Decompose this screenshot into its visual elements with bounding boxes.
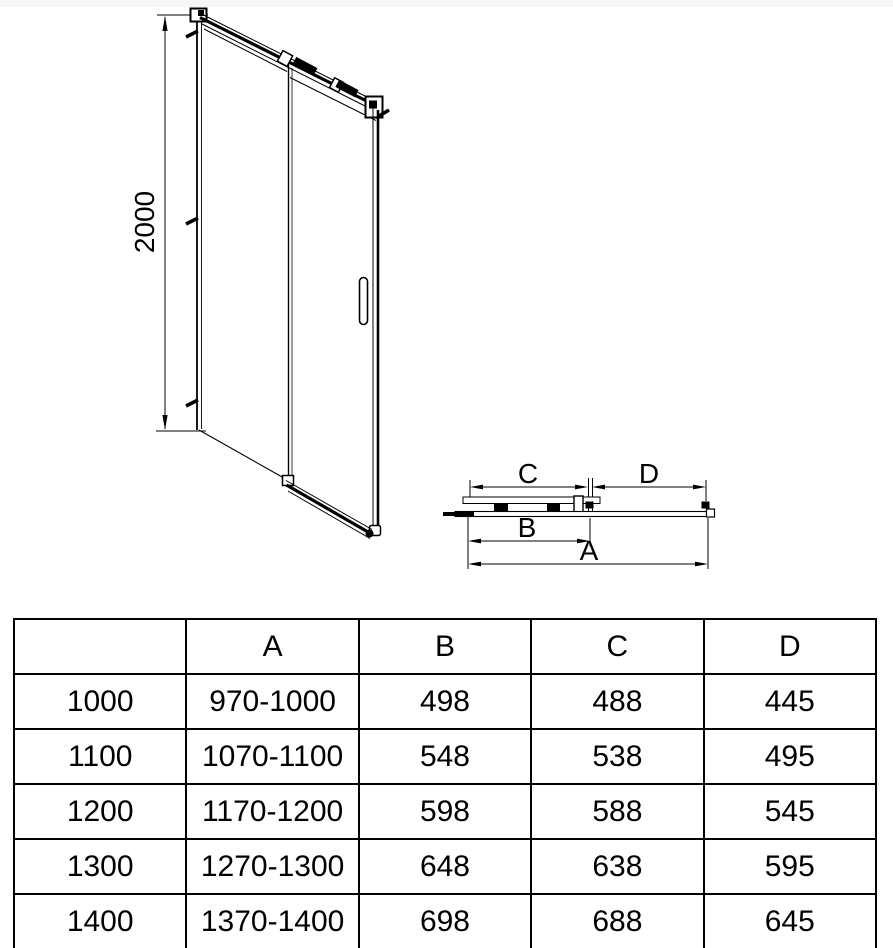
end-bracket (574, 496, 583, 514)
size-cell: 1200 (14, 784, 186, 839)
dim-b-label: B (517, 512, 537, 543)
arrow-left-icon (592, 485, 605, 490)
table-row (14, 784, 876, 839)
height-dimension-label: 2000 (129, 190, 160, 254)
plan-drawing (443, 496, 715, 517)
value-a-cell: 1070-1100 (186, 729, 358, 784)
size-column-header (14, 619, 186, 674)
value-b-cell: 648 (359, 839, 531, 894)
dim-a-label: A (579, 535, 599, 566)
value-b-cell: 548 (359, 729, 531, 784)
dim-b (468, 512, 590, 546)
door-handle (360, 278, 368, 325)
column-header-d: D (704, 619, 876, 674)
value-d-cell: 495 (704, 729, 876, 784)
value-c-cell: 688 (531, 894, 703, 948)
arrow-right-icon (575, 485, 588, 490)
value-c-cell: 488 (531, 674, 703, 729)
roller-icon (494, 504, 508, 512)
column-header-a: A (186, 619, 358, 674)
value-b-cell: 498 (359, 674, 531, 729)
arrow-left-icon (468, 539, 481, 544)
size-table (13, 618, 877, 948)
value-d-cell: 445 (704, 674, 876, 729)
value-d-cell: 645 (704, 894, 876, 948)
value-d-cell: 595 (704, 839, 876, 894)
arrow-up-icon (162, 16, 167, 31)
arrow-right-icon (693, 485, 706, 490)
table-row (14, 729, 876, 784)
size-cell: 1300 (14, 839, 186, 894)
dim-a (468, 516, 708, 569)
size-table-header-row (14, 619, 876, 674)
roller-icon (547, 504, 560, 512)
arrow-right-icon (695, 562, 708, 567)
bottom-rail (286, 481, 374, 539)
top-view (443, 458, 715, 569)
column-header-b: B (359, 619, 531, 674)
dim-c-label: C (517, 458, 539, 489)
arrow-left-icon (468, 562, 481, 567)
value-c-cell: 638 (531, 839, 703, 894)
value-a-cell: 1270-1300 (186, 839, 358, 894)
value-b-cell: 698 (359, 894, 531, 948)
column-header-c: C (531, 619, 703, 674)
arrow-down-icon (162, 415, 167, 430)
table-row (14, 674, 876, 729)
fixed-panel-plan (455, 512, 713, 517)
dim-d (592, 458, 710, 509)
size-cell: 1100 (14, 729, 186, 784)
value-a-cell: 1370-1400 (186, 894, 358, 948)
arrow-left-icon (470, 485, 483, 490)
roller-icon (335, 80, 358, 97)
dim-d-label: D (638, 458, 660, 489)
door-frame (186, 9, 389, 539)
table-row (14, 839, 876, 894)
front-view (129, 9, 389, 539)
top-track (200, 13, 381, 121)
value-a-cell: 970-1000 (186, 674, 358, 729)
dim-c (470, 458, 588, 499)
table-row (14, 894, 876, 948)
size-cell: 1400 (14, 894, 186, 948)
value-c-cell: 588 (531, 784, 703, 839)
rail-end-cap (366, 530, 374, 538)
panel-end-cap (707, 509, 715, 517)
size-cell: 1000 (14, 674, 186, 729)
value-d-cell: 545 (704, 784, 876, 839)
value-b-cell: 598 (359, 784, 531, 839)
value-c-cell: 538 (531, 729, 703, 784)
value-a-cell: 1170-1200 (186, 784, 358, 839)
